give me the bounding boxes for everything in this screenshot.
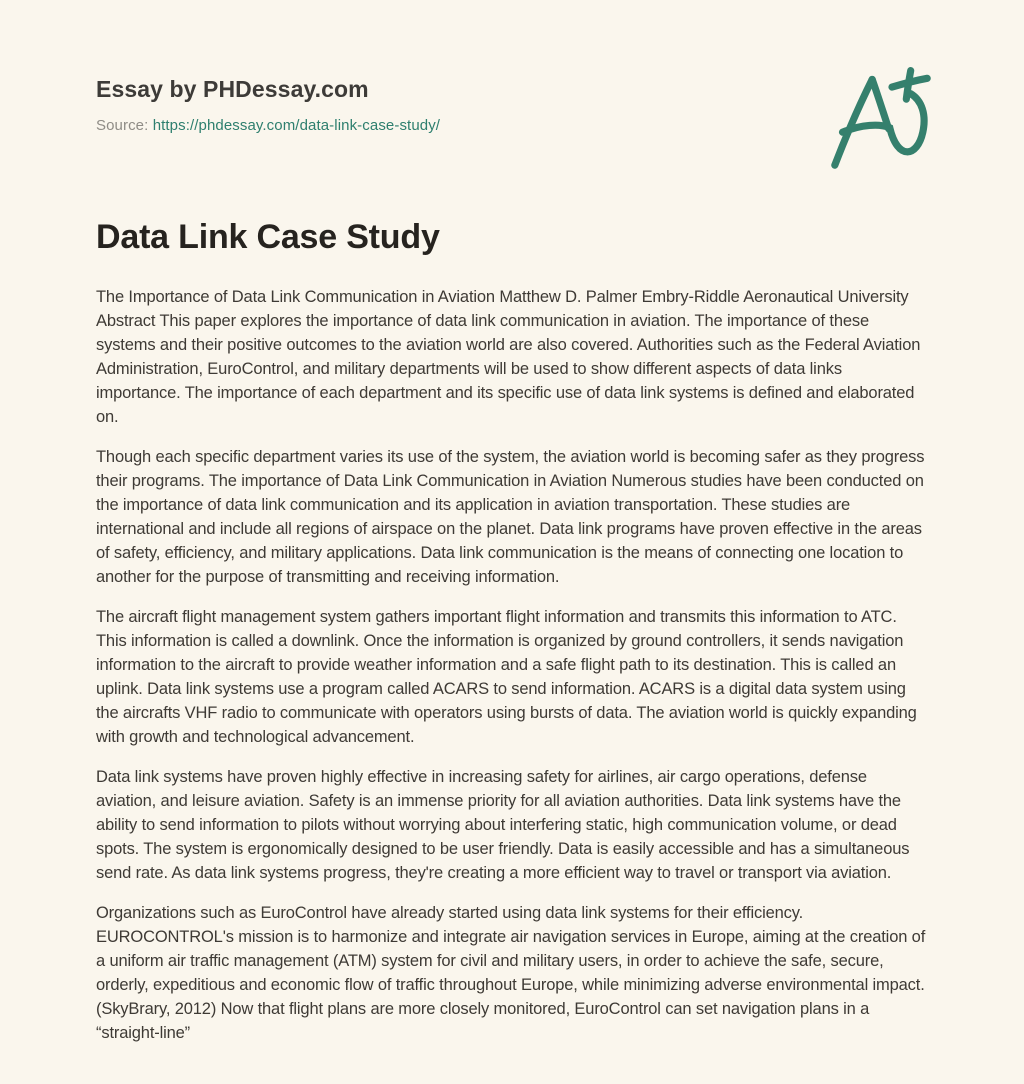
source-line xyxy=(96,117,930,134)
essay-title: Data Link Case Study xyxy=(96,218,440,256)
source-link[interactable]: https://phdessay.com/data-link-case-study/ xyxy=(152,117,441,134)
essay-paragraph-3: The aircraft flight management system gathers important flight information and transmits this information to ATC. This information is called a downlink. Once the information is organized by ground controllers, it sends navigation information to the aircraft to provide weather information and a safe flight path to its destination. This is called an uplink. Data link systems use a program called ACARS to send information. ACARS is a digital data system using the aircrafts VHF radio to communicate with operators using bursts of data. The aviation world is quickly expanding with growth and technological advancement. xyxy=(96,608,917,746)
essay-content xyxy=(96,218,930,1045)
page-header xyxy=(96,76,930,134)
source-label: Source: xyxy=(96,117,149,134)
essay-paragraph-1: The Importance of Data Link Communication in Aviation Matthew D. Palmer Embry-Riddle Aeronautical University Abstract This paper explores the importance of data link communication in aviation. The importance of these systems and their positive outcomes to the aviation world are also covered. Authorities such as the Federal Aviation Administration, EuroControl, and military departments will be used to show different aspects of data links importance. The importance of each department and its specific use of data link systems is defined and elaborated on. xyxy=(96,288,921,426)
site-title: Essay by PHDessay.com xyxy=(96,76,369,102)
header-text-block xyxy=(96,76,930,134)
essay-paragraph-4: Data link systems have proven highly effective in increasing safety for airlines, air cargo operations, defense aviation, and leisure aviation. Safety is an immense priority for all aviation authorities. Data link systems have the ability to send information to pilots without worrying about interfering static, high communication volume, or dead spots. The system is ergonomically designed to be user friendly. Data is easily accessible and has a simultaneous send rate. As data link systems progress, they're creating a more efficient way to travel or transport via aviation. xyxy=(96,768,910,882)
essay-paragraph-5: Organizations such as EuroControl have already started using data link systems for their efficiency. EUROCONTROL's mission is to harmonize and integrate air navigation services in Europe, aiming at the creation of a uniform air traffic management (ATM) system for civil and military users, in order to achieve the safe, secure, orderly, expeditious and economic flow of traffic throughout Europe, while minimizing adverse environmental impact. (SkyBrary, 2012) Now that flight plans are more closely monitored, EuroControl can set navigation plans in a “straight-line” xyxy=(96,904,926,1042)
a-plus-logo-icon xyxy=(826,64,936,174)
essay-paragraph-2: Though each specific department varies its use of the system, the aviation world is becoming safer as they progress their programs. The importance of Data Link Communication in Aviation Numerous studies have been conducted on the importance of data link communication and its application in aviation transportation. These studies are international and include all regions of airspace on the planet. Data link programs have proven effective in the areas of safety, efficiency, and military applications. Data link communication is the means of connecting one location to another for the purpose of transmitting and receiving information. xyxy=(96,448,925,586)
